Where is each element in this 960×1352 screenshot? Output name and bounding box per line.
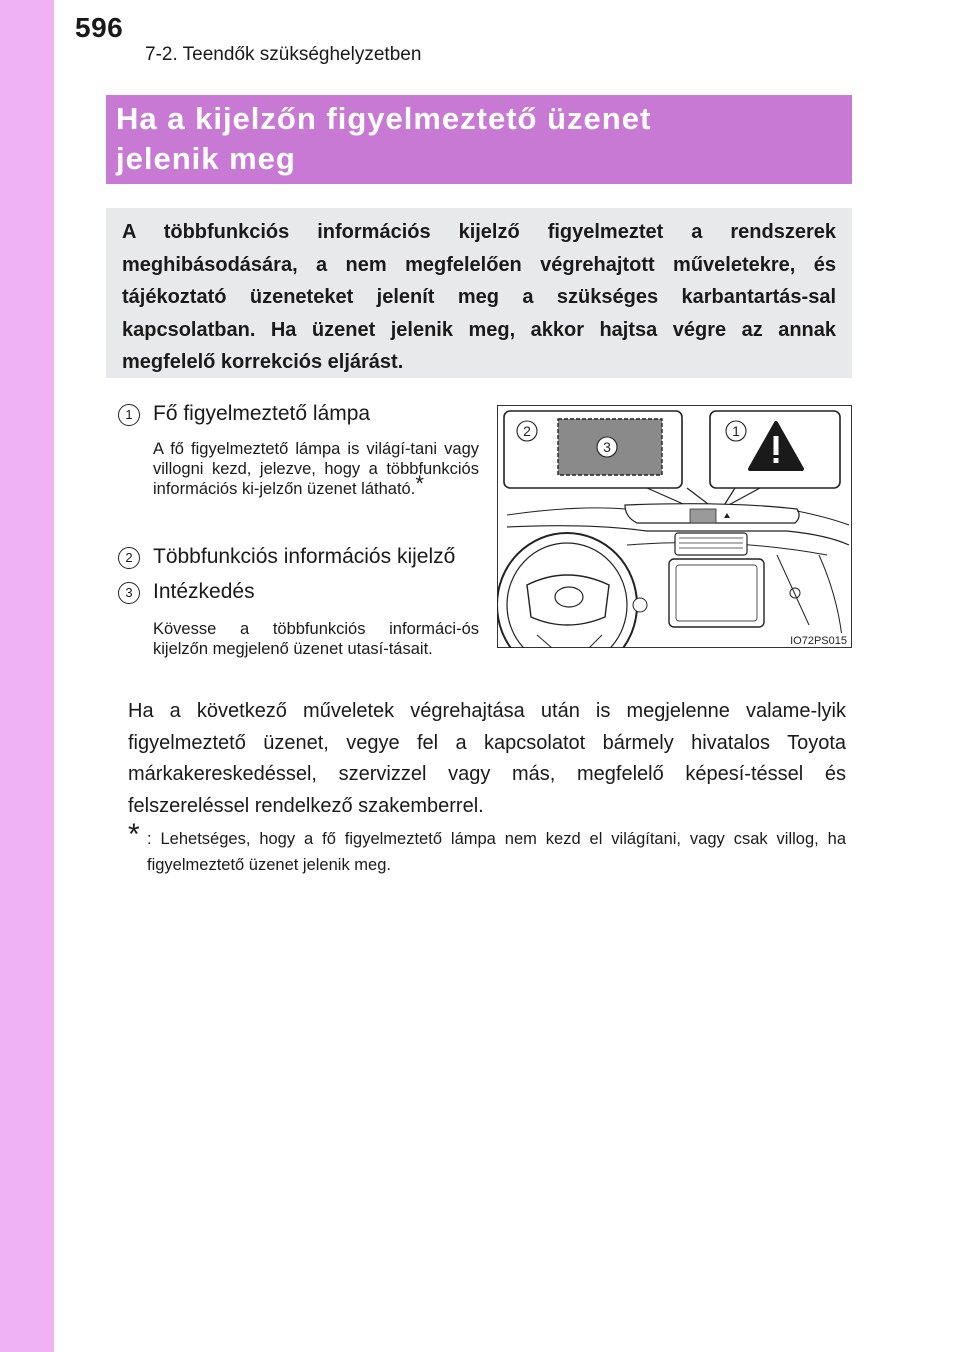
item-label: Többfunkciós információs kijelző — [153, 545, 456, 568]
footnote — [128, 818, 846, 878]
figure-code: IO72PS015 — [790, 635, 847, 647]
item-description: Kövesse a többfunkciós informáci-ós kijelzőn megjelenő üzenet utasí-tásait. — [153, 620, 479, 658]
item-label: Intézkedés — [153, 580, 255, 603]
item-number-badge: 3 — [118, 582, 140, 604]
intro-text: A többfunkciós információs kijelző figyelmeztet a rendszerek meghibásodására, a nem megfelelően végrehajtott műveletekre, és tájékoztató üzeneteket jelenít meg a szükséges karbantartás-sal kapcsolatban. Ha üzenet jelenik meg, akkor hajtsa végre az annak megfelelő korrekciós eljárást. — [122, 221, 836, 373]
footnote-asterisk: * — [128, 818, 140, 851]
main-paragraph: Ha a következő műveletek végrehajtása után is megjelenne valame-lyik figyelmeztető üzenet, vegye fel a kapcsolatot bármely hivatalos Toyota márkakereskedéssel, szervizzel vagy más, megfelelő képesí-téssel és felszereléssel rendelkező szakemberrel. — [128, 700, 846, 817]
chapter-side-tab — [0, 0, 54, 1352]
page-number: 596 — [75, 12, 124, 43]
section-title-line-1: Ha a kijelzőn figyelmeztető üzenet — [116, 101, 652, 136]
dashboard-illustration — [497, 405, 852, 648]
intro-box — [106, 208, 852, 378]
figure-callout-1: 1 — [732, 423, 740, 439]
figure-callout-2: 2 — [523, 423, 531, 439]
item-number-badge: 1 — [118, 404, 140, 426]
section-title-line-2: jelenik meg — [116, 141, 296, 176]
asterisk-marker: * — [415, 471, 424, 496]
item-number-badge: 2 — [118, 547, 140, 569]
figure-callout-3: 3 — [603, 439, 611, 455]
section-title-bar — [106, 95, 852, 184]
section-reference: 7-2. Teendők szükséghelyzetben — [145, 44, 422, 65]
item-description: A fő figyelmeztető lámpa is világí-tani vagy villogni kezd, jelezve, hogy a többfunkciós információs ki-jelzőn üzenet látható.* — [153, 440, 479, 498]
item-label: Fő figyelmeztető lámpa — [153, 402, 371, 425]
footnote-text: : Lehetséges, hogy a fő figyelmeztető lámpa nem kezd el világítani, vagy csak villog, ha figyelmeztető üzenet jelenik meg. — [147, 830, 846, 874]
